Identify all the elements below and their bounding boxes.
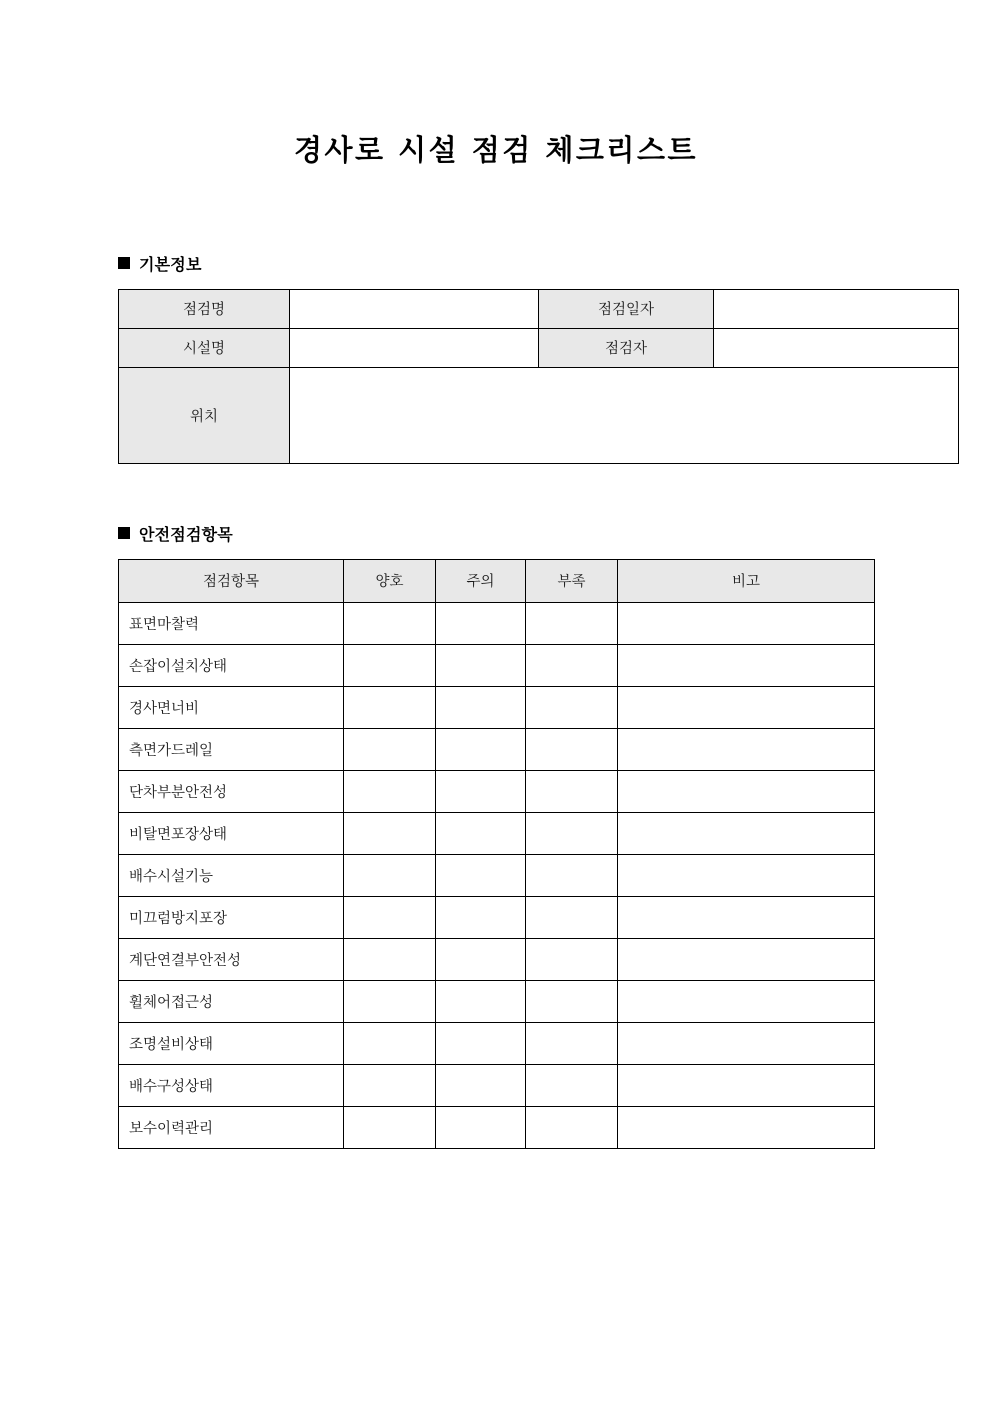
checkbox-cell-good[interactable] [344, 770, 436, 812]
table-row [119, 812, 875, 854]
table-row [119, 728, 875, 770]
inspection-item-label: 손잡이설치상태 [119, 644, 344, 686]
label-location: 위치 [119, 367, 290, 463]
column-header-item: 점검항목 [119, 559, 344, 602]
column-header-remark: 비고 [618, 559, 875, 602]
remark-cell[interactable] [618, 686, 875, 728]
checkbox-cell-good[interactable] [344, 1106, 436, 1148]
checkbox-cell-good[interactable] [344, 896, 436, 938]
checkbox-cell-poor[interactable] [526, 644, 618, 686]
remark-cell[interactable] [618, 980, 875, 1022]
table-row [119, 328, 959, 367]
checkbox-cell-poor[interactable] [526, 1106, 618, 1148]
remark-cell[interactable] [618, 644, 875, 686]
checkbox-cell-good[interactable] [344, 1064, 436, 1106]
table-row [119, 1064, 875, 1106]
inspection-item-label: 배수구성상태 [119, 1064, 344, 1106]
remark-cell[interactable] [618, 1064, 875, 1106]
checkbox-cell-poor[interactable] [526, 1022, 618, 1064]
inspection-item-label: 휠체어접근성 [119, 980, 344, 1022]
checkbox-cell-good[interactable] [344, 938, 436, 980]
field-inspection-date[interactable] [714, 289, 959, 328]
column-header-poor: 부족 [526, 559, 618, 602]
checkbox-cell-good[interactable] [344, 686, 436, 728]
checkbox-cell-caution[interactable] [436, 1022, 526, 1064]
table-row [119, 686, 875, 728]
basic-info-table [118, 289, 959, 464]
checkbox-cell-poor[interactable] [526, 896, 618, 938]
column-header-good: 양호 [344, 559, 436, 602]
section-heading-basic-info [0, 252, 992, 275]
field-inspector[interactable] [714, 328, 959, 367]
remark-cell[interactable] [618, 602, 875, 644]
inspection-item-label: 계단연결부안전성 [119, 938, 344, 980]
checkbox-cell-good[interactable] [344, 644, 436, 686]
inspection-item-label: 비탈면포장상태 [119, 812, 344, 854]
checkbox-cell-caution[interactable] [436, 1064, 526, 1106]
remark-cell[interactable] [618, 896, 875, 938]
checkbox-cell-good[interactable] [344, 1022, 436, 1064]
checkbox-cell-poor[interactable] [526, 1064, 618, 1106]
section-heading-safety-items [0, 522, 992, 545]
column-header-caution: 주의 [436, 559, 526, 602]
label-inspection-name: 점검명 [119, 289, 290, 328]
checkbox-cell-caution[interactable] [436, 770, 526, 812]
inspection-item-label: 미끄럼방지포장 [119, 896, 344, 938]
checkbox-cell-caution[interactable] [436, 938, 526, 980]
table-row [119, 644, 875, 686]
checkbox-cell-poor[interactable] [526, 980, 618, 1022]
checkbox-cell-poor[interactable] [526, 938, 618, 980]
table-header-row [119, 559, 875, 602]
checkbox-cell-poor[interactable] [526, 602, 618, 644]
checkbox-cell-good[interactable] [344, 728, 436, 770]
section-marker-icon [118, 257, 130, 269]
inspection-item-label: 경사면너비 [119, 686, 344, 728]
remark-cell[interactable] [618, 728, 875, 770]
inspection-item-label: 보수이력관리 [119, 1106, 344, 1148]
checkbox-cell-good[interactable] [344, 854, 436, 896]
section-marker-icon [118, 527, 130, 539]
table-row [119, 896, 875, 938]
checkbox-cell-poor[interactable] [526, 728, 618, 770]
checkbox-cell-good[interactable] [344, 980, 436, 1022]
table-row [119, 602, 875, 644]
inspection-item-label: 배수시설기능 [119, 854, 344, 896]
inspection-item-label: 조명설비상태 [119, 1022, 344, 1064]
section-title-basic-info: 기본정보 [139, 254, 202, 274]
section-title-safety-items: 안전점검항목 [139, 524, 233, 544]
remark-cell[interactable] [618, 1106, 875, 1148]
checkbox-cell-caution[interactable] [436, 644, 526, 686]
checkbox-cell-caution[interactable] [436, 980, 526, 1022]
checkbox-cell-poor[interactable] [526, 770, 618, 812]
remark-cell[interactable] [618, 812, 875, 854]
checkbox-cell-caution[interactable] [436, 1106, 526, 1148]
table-row [119, 980, 875, 1022]
checkbox-cell-good[interactable] [344, 812, 436, 854]
label-facility-name: 시설명 [119, 328, 290, 367]
field-facility-name[interactable] [290, 328, 539, 367]
checkbox-cell-caution[interactable] [436, 812, 526, 854]
page-title: 경사로 시설 점검 체크리스트 [294, 133, 698, 167]
label-inspection-date: 점검일자 [539, 289, 714, 328]
checkbox-cell-poor[interactable] [526, 812, 618, 854]
checkbox-cell-caution[interactable] [436, 686, 526, 728]
table-row [119, 1022, 875, 1064]
label-inspector: 점검자 [539, 328, 714, 367]
inspection-item-label: 표면마찰력 [119, 602, 344, 644]
table-row [119, 938, 875, 980]
checkbox-cell-caution[interactable] [436, 854, 526, 896]
remark-cell[interactable] [618, 1022, 875, 1064]
remark-cell[interactable] [618, 770, 875, 812]
safety-inspection-table [118, 559, 875, 1149]
checkbox-cell-caution[interactable] [436, 728, 526, 770]
inspection-item-label: 단차부분안전성 [119, 770, 344, 812]
table-row [119, 770, 875, 812]
table-row [119, 289, 959, 328]
checkbox-cell-caution[interactable] [436, 896, 526, 938]
remark-cell[interactable] [618, 854, 875, 896]
checkbox-cell-poor[interactable] [526, 854, 618, 896]
checkbox-cell-poor[interactable] [526, 686, 618, 728]
field-location[interactable] [290, 367, 959, 463]
field-inspection-name[interactable] [290, 289, 539, 328]
inspection-item-label: 측면가드레일 [119, 728, 344, 770]
remark-cell[interactable] [618, 938, 875, 980]
checkbox-cell-good[interactable] [344, 602, 436, 644]
table-row [119, 854, 875, 896]
table-row [119, 367, 959, 463]
checkbox-cell-caution[interactable] [436, 602, 526, 644]
table-row [119, 1106, 875, 1148]
